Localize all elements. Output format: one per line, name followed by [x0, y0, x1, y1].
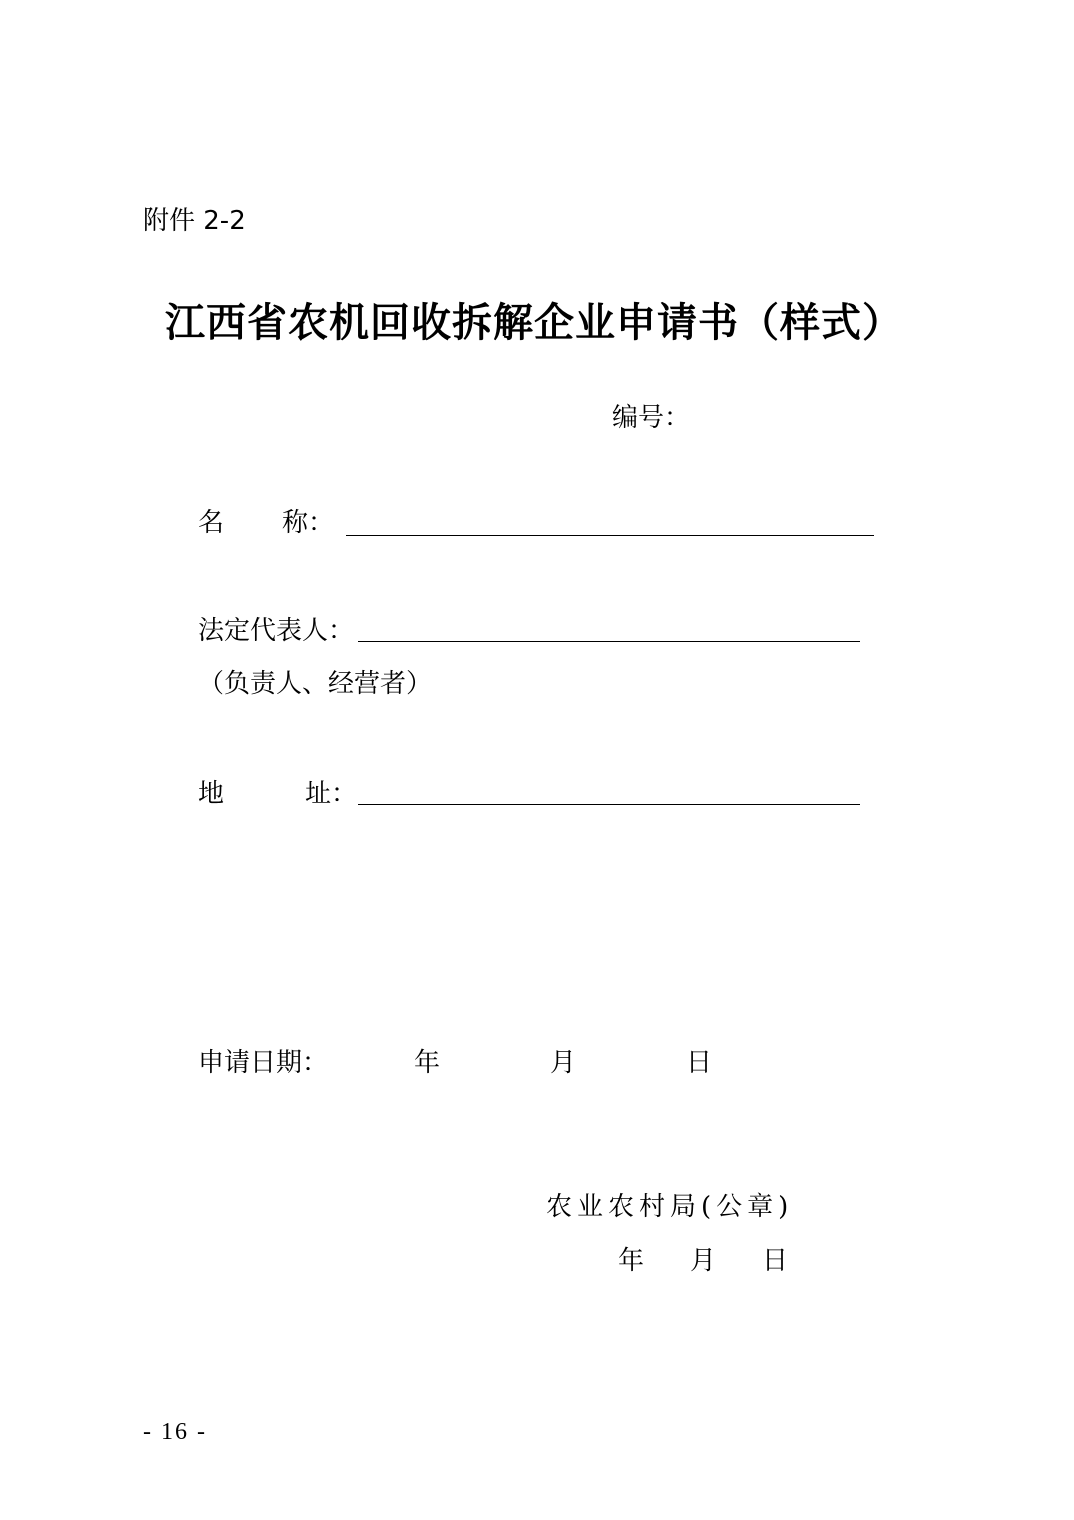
page-number: - 16 - [143, 1419, 207, 1445]
name-input-line[interactable] [346, 535, 874, 536]
seal-authority-label: 农业农村局(公章) [546, 1192, 794, 1222]
application-day-label: 日 [686, 1048, 713, 1078]
legal-representative-input-line[interactable] [358, 641, 860, 642]
address-label-part1: 地 [198, 779, 225, 809]
serial-number-label: 编号： [612, 403, 691, 433]
document-title: 江西省农机回收拆解企业申请书（样式） [165, 300, 903, 346]
application-month-label: 月 [550, 1048, 577, 1078]
name-label-part2: 称： [282, 508, 335, 538]
seal-year-label: 年 [618, 1246, 645, 1276]
legal-representative-label: 法定代表人： [198, 616, 355, 646]
address-label-part2: 址： [305, 779, 358, 809]
legal-representative-note: （负责人、经营者） [198, 669, 433, 699]
application-date-label: 申请日期： [198, 1048, 329, 1078]
address-input-line[interactable] [358, 804, 860, 805]
attachment-label: 附件 2-2 [143, 206, 246, 236]
seal-month-label: 月 [690, 1246, 717, 1276]
name-label-part1: 名 [198, 508, 225, 538]
seal-day-label: 日 [762, 1246, 789, 1276]
application-year-label: 年 [414, 1048, 441, 1078]
